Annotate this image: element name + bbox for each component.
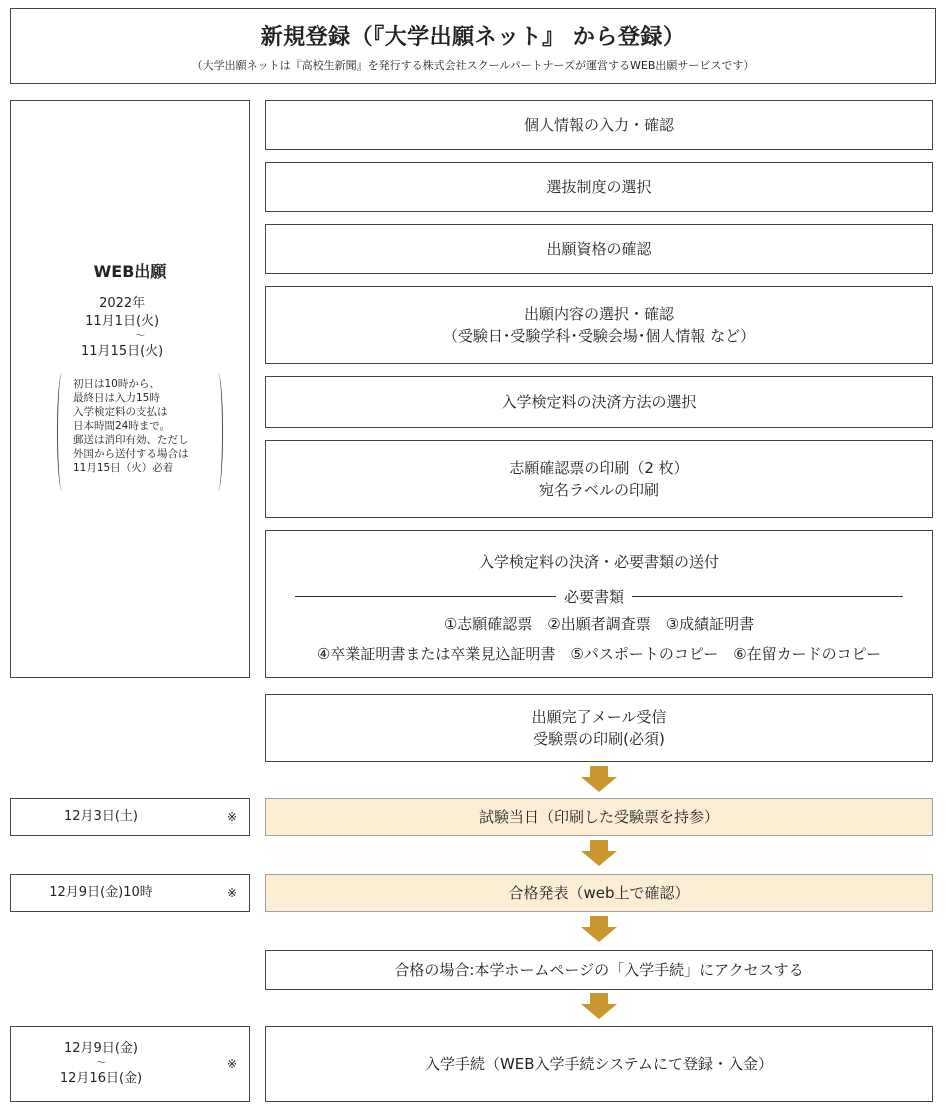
period-year: 2022年	[99, 296, 146, 311]
down-arrow-icon	[590, 766, 608, 777]
note-text	[73, 377, 189, 475]
step-sublabel: 宛名ラベルの印刷	[538, 481, 659, 499]
note-line: 日本時間24時まで。	[73, 420, 171, 432]
required-docs-line: ①志願確認票 ②出願者調査票 ③成績証明書	[443, 615, 755, 633]
required-docs-label: 必要書類	[556, 586, 632, 608]
enroll-end: 12月16日(金)	[59, 1071, 143, 1086]
exam-date: 12月3日(土)	[64, 809, 138, 824]
step-personal-info	[265, 100, 933, 150]
right-paren	[213, 373, 223, 491]
note-mark: ※	[226, 1057, 237, 1071]
down-arrow-icon	[590, 993, 608, 1004]
step-sublabel: （受験日･受験学科･受験会場･個人情報 など）	[442, 327, 756, 345]
web-apply-panel	[10, 100, 250, 678]
step-print-forms	[265, 440, 933, 518]
step-label: 合格発表（web上で確認）	[508, 884, 690, 902]
enroll-date-box	[10, 1026, 250, 1102]
step-label: 出願資格の確認	[546, 240, 652, 258]
note-mark: ※	[226, 810, 237, 824]
result-date-box	[10, 874, 250, 912]
note-line: 入学検定料の支払は	[73, 406, 168, 418]
step-eligibility	[265, 224, 933, 274]
period-tilde: 〜	[135, 331, 146, 342]
web-apply-note	[57, 373, 223, 491]
step-label: 合格の場合:本学ホームページの「入学手続」にアクセスする	[394, 961, 804, 979]
step-access-homepage	[265, 950, 933, 990]
step-label: 試験当日（印刷した受験票を持参）	[478, 808, 719, 826]
step-result-announcement	[265, 874, 933, 912]
period-start: 11月1日(火)	[85, 314, 160, 329]
web-apply-period	[81, 295, 163, 361]
down-arrow-icon	[581, 851, 617, 866]
step-label: 入学検定料の決済方法の選択	[501, 393, 697, 411]
down-arrow-icon	[581, 1004, 617, 1019]
step-label: 出願内容の選択・確認	[523, 305, 674, 323]
page-title: 新規登録（『大学出願ネット』 から登録）	[260, 24, 686, 50]
registration-header	[10, 8, 936, 84]
page-subtitle: （大学出願ネットは『高校生新聞』を発行する株式会社スクールパートナーズが運営するWEB出願サービスです）	[191, 58, 755, 72]
step-label: 入学手続（WEB入学手続システムにて登録・入金）	[424, 1055, 774, 1073]
step-label: 入学検定料の決済・必要書類の送付	[478, 553, 719, 571]
step-label: 志願確認票の印刷（2 枚）	[509, 459, 689, 477]
note-line: 最終日は入力15時	[73, 392, 160, 404]
enroll-start: 12月9日(金)	[64, 1041, 138, 1056]
note-line: 郵送は消印有効、ただし	[73, 434, 189, 446]
enroll-tilde: 〜	[96, 1058, 106, 1069]
step-exam-day	[265, 798, 933, 836]
down-arrow-icon	[590, 916, 608, 927]
web-apply-title: WEB出願	[93, 262, 167, 281]
step-label: 個人情報の入力・確認	[523, 116, 674, 134]
step-selection-system	[265, 162, 933, 212]
step-enrollment	[265, 1026, 933, 1102]
step-sublabel: 受験票の印刷(必須)	[533, 730, 665, 748]
note-mark: ※	[226, 886, 237, 900]
period-end: 11月15日(火)	[81, 344, 164, 359]
note-line: 11月15日（火）必着	[73, 462, 174, 474]
required-docs-line: ④卒業証明書または卒業見込証明書 ⑤パスポートのコピー ⑥在留カードのコピー	[316, 645, 882, 663]
note-line: 外国から送付する場合は	[73, 448, 189, 460]
note-line: 初日は10時から、	[73, 378, 160, 390]
step-completion-mail	[265, 694, 933, 762]
step-label: 出願完了メール受信	[531, 708, 667, 726]
enroll-date-range	[11, 1027, 191, 1101]
down-arrow-icon	[581, 777, 617, 792]
result-date: 12月9日(金)10時	[49, 885, 153, 900]
down-arrow-icon	[581, 927, 617, 942]
exam-date-box	[10, 798, 250, 836]
step-label: 選抜制度の選択	[546, 178, 652, 196]
left-paren	[57, 373, 67, 491]
step-payment-method	[265, 376, 933, 428]
step-application-content	[265, 286, 933, 364]
down-arrow-icon	[590, 840, 608, 851]
